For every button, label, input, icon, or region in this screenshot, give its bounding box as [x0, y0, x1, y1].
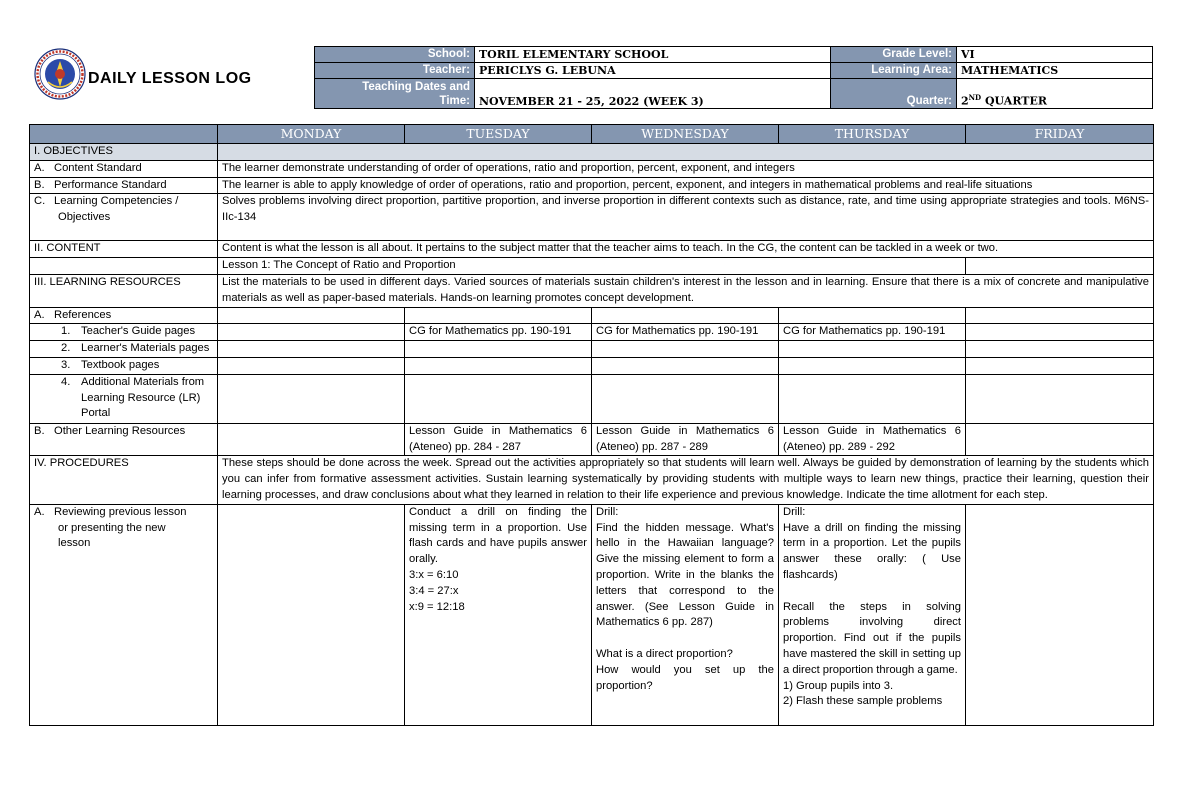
competencies-label: C. Learning Competencies / Objectives — [30, 194, 218, 241]
references-friday — [966, 307, 1154, 324]
school-label: School: — [315, 47, 475, 63]
dates-value: NOVEMBER 21 - 25, 2022 (WEEK 3) — [475, 79, 831, 109]
tb-wednesday — [592, 357, 779, 374]
deped-seal-icon — [34, 48, 86, 100]
header-info-table — [314, 46, 1153, 109]
objectives-heading-blank — [218, 144, 1154, 161]
area-label: Learning Area: — [831, 63, 957, 79]
content-standard-label: A. Content Standard — [30, 160, 218, 177]
procedures-text: These steps should be done across the week. Spread out the activities appropriately so that students will learn well. Always be guided by demonstration of learning by the students which you can infer from formative assessment activities. Sustain learning systematically by providing students with multiple ways to learn new things, practice their learning, question their learning processes, and draw conclusions about what they learned in relation to their life experience and previous knowledge. Indicate the time allotment for each step. — [218, 456, 1154, 504]
teachers-guide-row — [30, 324, 1154, 341]
references-label: A. References — [30, 307, 218, 324]
tg-monday — [218, 324, 405, 341]
learners-materials-label: 2. Learner's Materials pages — [30, 341, 218, 358]
textbook-label: 3. Textbook pages — [30, 357, 218, 374]
reviewing-thursday: Drill: Have a drill on finding the missing term in a proportion. Let the pupils answer these orally: ( Use flashcards) Recall the steps in solving problems involving direct proportion. Find out if the pupils have mastered the skill in setting up a direct proportion through a game. 1) Group pupils into 3. 2) Flash these sample problems — [779, 504, 966, 725]
tb-monday — [218, 357, 405, 374]
tb-thursday — [779, 357, 966, 374]
lesson-title-row — [30, 258, 1154, 275]
references-monday — [218, 307, 405, 324]
reviewing-label: A. Reviewing previous lesson or presenting the new lesson — [30, 504, 218, 725]
tg-wednesday: CG for Mathematics pp. 190-191 — [592, 324, 779, 341]
performance-standard-text: The learner is able to apply knowledge of order of operations, ratio and proportion, percent, exponent, and integers in mathematical problems and real-life situations — [218, 177, 1154, 194]
procedures-heading: IV. PROCEDURES — [30, 456, 218, 504]
am-tuesday — [405, 374, 592, 423]
references-row — [30, 307, 1154, 324]
tuesday-item-3: x:9 = 12:18 — [409, 600, 465, 613]
day-tuesday: TUESDAY — [405, 125, 592, 144]
content-row — [30, 241, 1154, 258]
am-monday — [218, 374, 405, 423]
reviewing-monday — [218, 504, 405, 725]
content-heading: II. CONTENT — [30, 241, 218, 258]
other-friday — [966, 423, 1154, 456]
competencies-row — [30, 194, 1154, 241]
resources-text: List the materials to be used in different days. Varied sources of materials sustain children's interest in the lesson and in learning. Ensure that there is a mix of concrete and manipulative materials as well as paper-based materials. Hands-on learning promotes concept development. — [218, 274, 1154, 307]
header-logo-area — [30, 46, 314, 108]
other-wednesday: Lesson Guide in Mathematics 6 (Ateneo) pp. 287 - 289 — [592, 423, 779, 456]
other-thursday: Lesson Guide in Mathematics 6 (Ateneo) pp. 289 - 292 — [779, 423, 966, 456]
am-friday — [966, 374, 1154, 423]
tb-friday — [966, 357, 1154, 374]
grade-label: Grade Level: — [831, 47, 957, 63]
competencies-text: Solves problems involving direct proportion, partitive proportion, and inverse proportion in different contexts such as distance, rate, and time using appropriate strategies and tools. M6NS-IIc-134 — [218, 194, 1154, 241]
school-value: TORIL ELEMENTARY SCHOOL — [475, 47, 831, 63]
teacher-value: PERICLYS G. LEBUNA — [475, 63, 831, 79]
quarter-label: Quarter: — [831, 79, 957, 109]
days-header-row — [30, 125, 1154, 144]
textbook-row — [30, 357, 1154, 374]
tg-tuesday: CG for Mathematics pp. 190-191 — [405, 324, 592, 341]
reviewing-wednesday: Drill: Find the hidden message. What's hello in the Hawaiian language? Give the missing element to form a proportion. Write in the blanks the letters that correspond to the answer. (See Lesson Guide in Mathematics 6 pp. 287) What is a direct proportion? How would you set up the proportion? — [592, 504, 779, 725]
performance-standard-row — [30, 177, 1154, 194]
day-friday: FRIDAY — [966, 125, 1154, 144]
lesson-log-table — [29, 124, 1154, 726]
lm-wednesday — [592, 341, 779, 358]
area-value: MATHEMATICS — [957, 63, 1153, 79]
day-monday: MONDAY — [218, 125, 405, 144]
day-thursday: THURSDAY — [779, 125, 966, 144]
reviewing-friday — [966, 504, 1154, 725]
additional-materials-row — [30, 374, 1154, 423]
day-wednesday: WEDNESDAY — [592, 125, 779, 144]
content-text: Content is what the lesson is all about. It pertains to the subject matter that the teacher aims to teach. In the CG, the content can be tackled in a week or two. — [218, 241, 1154, 258]
tuesday-item-2: 3:4 = 27:x — [409, 584, 459, 597]
resources-row — [30, 274, 1154, 307]
other-resources-row — [30, 423, 1154, 456]
other-resources-label: B. Other Learning Resources — [30, 423, 218, 456]
references-wednesday — [592, 307, 779, 324]
lm-monday — [218, 341, 405, 358]
learners-materials-row — [30, 341, 1154, 358]
procedures-row — [30, 456, 1154, 504]
quarter-value: 2ND QUARTER — [957, 79, 1153, 109]
am-wednesday — [592, 374, 779, 423]
lesson-title-blank — [30, 258, 218, 275]
objectives-heading-row — [30, 144, 1154, 161]
resources-heading: III. LEARNING RESOURCES — [30, 274, 218, 307]
lm-thursday — [779, 341, 966, 358]
lesson-title: Lesson 1: The Concept of Ratio and Proportion — [218, 258, 966, 275]
grade-value: VI — [957, 47, 1153, 63]
teacher-label: Teacher: — [315, 63, 475, 79]
additional-materials-label: 4. Additional Materials from Learning Resource (LR) Portal — [30, 374, 218, 423]
dates-label: Teaching Dates and Time: — [315, 79, 475, 109]
lm-friday — [966, 341, 1154, 358]
other-monday — [218, 423, 405, 456]
objectives-heading: I. OBJECTIVES — [30, 144, 218, 161]
reviewing-tuesday: Conduct a drill on finding the missing term in a proportion. Use flash cards and have pupils answer orally. 3:x = 6:10 3:4 = 27:x x:9 = 12:18 — [405, 504, 592, 725]
content-standard-row — [30, 160, 1154, 177]
tuesday-item-1: 3:x = 6:10 — [409, 568, 459, 581]
content-standard-text: The learner demonstrate understanding of order of operations, ratio and proportion, percent, exponent, and integers — [218, 160, 1154, 177]
tg-friday — [966, 324, 1154, 341]
teachers-guide-label: 1. Teacher's Guide pages — [30, 324, 218, 341]
other-tuesday: Lesson Guide in Mathematics 6 (Ateneo) pp. 284 - 287 — [405, 423, 592, 456]
tb-tuesday — [405, 357, 592, 374]
document-title: DAILY LESSON LOG — [88, 70, 252, 87]
references-tuesday — [405, 307, 592, 324]
reviewing-row — [30, 504, 1154, 725]
lm-tuesday — [405, 341, 592, 358]
tg-thursday: CG for Mathematics pp. 190-191 — [779, 324, 966, 341]
references-thursday — [779, 307, 966, 324]
lesson-title-friday-blank — [966, 258, 1154, 275]
am-thursday — [779, 374, 966, 423]
performance-standard-label: B. Performance Standard — [30, 177, 218, 194]
header-corner-cell — [30, 125, 218, 144]
